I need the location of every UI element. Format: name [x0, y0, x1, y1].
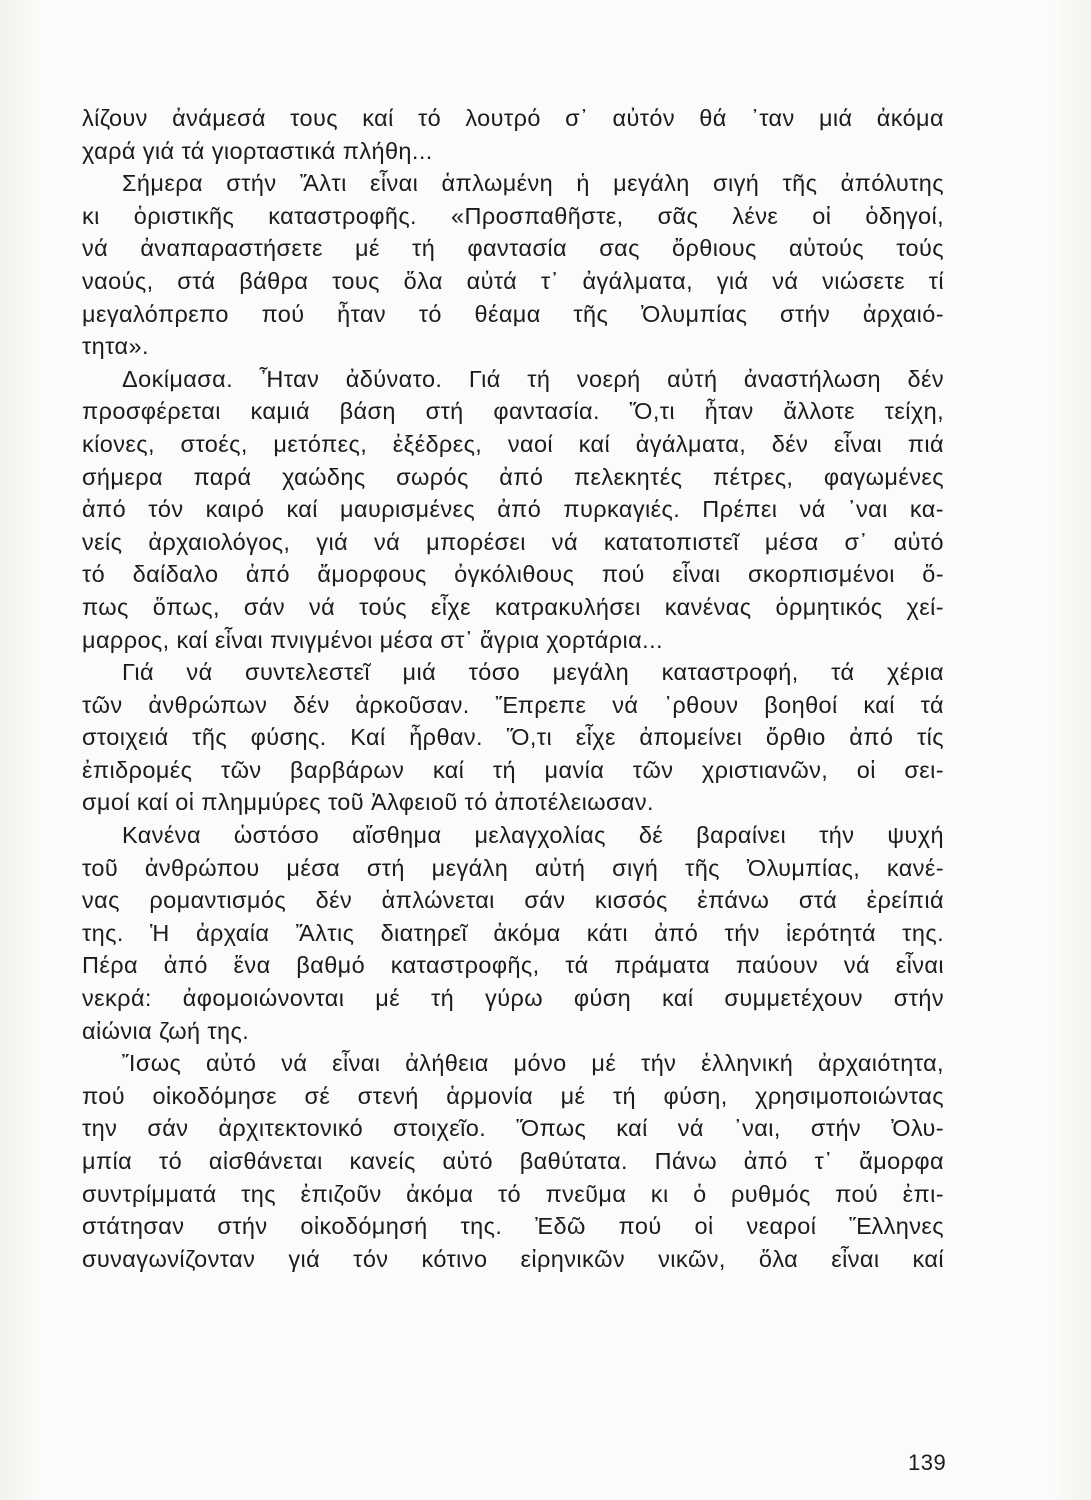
- text-line: πού οἰκοδόμησε σέ στενή ἁρμονία μέ τή φύση, χρησιμοποιώντας: [82, 1082, 944, 1109]
- text-line: Γιά νά συντελεστεῖ μιά τόσο μεγάλη καταστροφή, τά χέρια: [122, 659, 944, 686]
- text-line: αἰώνια ζωή της.: [82, 1017, 250, 1044]
- text-line: πως ὅπως, σάν νά τούς εἶχε κατρακυλήσει κανένας ὁρμητικός χεί-: [82, 593, 944, 620]
- text-line: Δοκίμασα. Ἦταν ἀδύνατο. Γιά τή νοερή αὐτή ἀναστήλωση δέν: [122, 365, 944, 392]
- text-line: Ἴσως αὐτό νά εἶναι ἀλήθεια μόνο μέ τήν ἑλληνική ἀρχαιότητα,: [122, 1050, 944, 1077]
- text-line: τό δαίδαλο ἀπό ἄμορφους ὀγκόλιθους πού εἶναι σκορπισμένοι ὅ-: [82, 561, 944, 588]
- text-line: νά ἀναπαραστήσετε μέ τή φαντασία σας ὄρθιους αὐτούς τούς: [82, 235, 944, 262]
- text-line: νας ρομαντισμός δέν ἁπλώνεται σάν κισσός ἐπάνω στά ἐρείπιά: [82, 887, 944, 914]
- body-text: [82, 102, 944, 1275]
- text-line: της. Ἡ ἀρχαία Ἄλτις διατηρεῖ ἀκόμα κάτι ἀπό τήν ἱερότητά της.: [82, 919, 944, 946]
- text-line: στάτησαν στήν οἰκοδόμησή της. Ἐδῶ πού οἱ νεαροί Ἕλληνες: [82, 1213, 944, 1240]
- text-line: ναούς, στά βάθρα τους ὅλα αὐτά τ᾽ ἀγάλματα, γιά νά νιώσετε τί: [82, 267, 944, 294]
- text-line: μεγαλόπρεπο πού ἦταν τό θέαμα τῆς Ὀλυμπίας στήν ἀρχαιό-: [82, 300, 944, 327]
- text-line: μαρρος, καί εἶναι πνιγμένοι μέσα στ᾽ ἄγρια χορτάρια...: [82, 626, 663, 653]
- text-line: τητα».: [82, 333, 149, 360]
- text-line: τῶν ἀνθρώπων δέν ἀρκοῦσαν. Ἔπρεπε νά ᾽ρθουν βοηθοί καί τά: [82, 691, 944, 718]
- text-line: προσφέρεται καμιά βάση στή φαντασία. Ὅ,τι ἦταν ἄλλοτε τείχη,: [82, 398, 944, 425]
- text-line: Σήμερα στήν Ἄλτι εἶναι ἁπλωμένη ἡ μεγάλη σιγή τῆς ἀπόλυτης: [122, 170, 944, 197]
- text-line: σήμερα παρά χαώδης σωρός ἀπό πελεκητές πέτρες, φαγωμένες: [82, 463, 944, 490]
- text-line: νείς ἀρχαιολόγος, γιά νά μπορέσει νά κατατοπιστεῖ μέσα σ᾽ αὐτό: [82, 528, 944, 555]
- text-line: Κανένα ὡστόσο αἴσθημα μελαγχολίας δέ βαραίνει τήν ψυχή: [122, 822, 944, 849]
- text-line: τοῦ ἀνθρώπου μέσα στή μεγάλη αὐτή σιγή τῆς Ὀλυμπίας, κανέ-: [82, 854, 944, 881]
- text-line: Πέρα ἀπό ἕνα βαθμό καταστροφῆς, τά πράματα παύουν νά εἶναι: [82, 952, 944, 979]
- text-line: συναγωνίζονταν γιά τόν κότινο εἰρηνικῶν νικῶν, ὅλα εἶναι καί: [82, 1245, 944, 1272]
- text-line: νεκρά: ἀφομοιώνονται μέ τή γύρω φύση καί συμμετέχουν στήν: [82, 985, 944, 1012]
- text-line: σμοί καί οἱ πλημμύρες τοῦ Ἀλφειοῦ τό ἀποτέλειωσαν.: [82, 789, 654, 816]
- text-line: ἐπιδρομές τῶν βαρβάρων καί τή μανία τῶν χριστιανῶν, οἱ σει-: [82, 756, 944, 783]
- text-line: την σάν ἀρχιτεκτονικό στοιχεῖο. Ὅπως καί νά ᾽ναι, στήν Ὀλυ-: [82, 1115, 944, 1142]
- text-line: χαρά γιά τά γιορταστικά πλήθη...: [82, 137, 433, 164]
- text-line: συντρίμματά της ἐπιζοῦν ἀκόμα τό πνεῦμα κι ὁ ρυθμός πού ἐπι-: [82, 1180, 944, 1207]
- text-line: στοιχειά τῆς φύσης. Καί ἦρθαν. Ὅ,τι εἶχε ἀπομείνει ὄρθιο ἀπό τίς: [82, 724, 944, 751]
- text-line: κίονες, στοές, μετόπες, ἐξέδρες, ναοί καί ἀγάλματα, δέν εἶναι πιά: [82, 430, 944, 457]
- text-line: λίζουν ἀνάμεσά τους καί τό λουτρό σ᾽ αὐτόν θά ᾽ταν μιά ἀκόμα: [82, 105, 944, 131]
- text-line: μπία τό αἰσθάνεται κανείς αὐτό βαθύτατα. Πάνω ἀπό τ᾽ ἄμορφα: [82, 1148, 944, 1174]
- page-number: 139: [908, 1450, 947, 1475]
- text-line: κι ὁριστικῆς καταστροφῆς. «Προσπαθῆστε, σᾶς λένε οἱ ὁδηγοί,: [82, 202, 944, 229]
- text-line: ἀπό τόν καιρό καί μαυρισμένες ἀπό πυρκαγιές. Πρέπει νά ᾽ναι κα-: [82, 496, 944, 523]
